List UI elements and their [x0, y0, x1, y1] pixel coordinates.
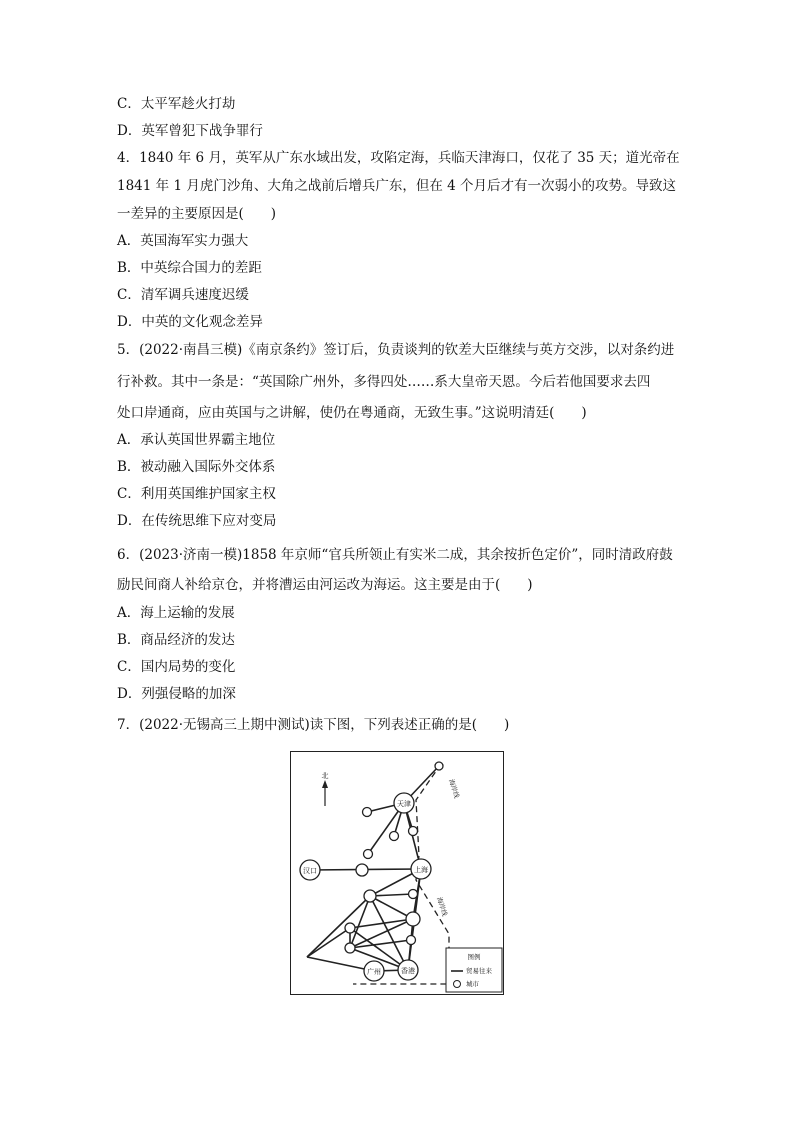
- option-d-prev: D．英军曾犯下战争罪行: [117, 123, 263, 139]
- q6-option-c: C．国内局势的变化: [117, 659, 236, 675]
- q4-option-d: D．中英的文化观念差异: [117, 314, 263, 330]
- q4-stem-line-2: 1841 年 1 月虎门沙角、大角之战前后增兵广东，但在 4 个月后才有一次弱小的攻势。导致这: [117, 178, 676, 194]
- q4-stem-line-3: 一差异的主要原因是( ): [117, 206, 277, 222]
- legend-city-icon: [454, 981, 461, 988]
- north-label: 北: [321, 772, 329, 780]
- q5-option-d: D．在传统思维下应对变局: [117, 513, 277, 529]
- q6-option-a: A．海上运输的发展: [117, 605, 235, 621]
- coastline-label-top: 海岸线: [447, 778, 461, 800]
- q5-stem-line-2: 行补救。其中一条是：“英国除广州外，多得四处……系大皇帝天恩。今后若他国要求去四: [117, 374, 651, 390]
- label-hongkong: 香港: [401, 967, 415, 975]
- q4-option-b: B．中英综合国力的差距: [117, 260, 262, 276]
- label-tianjin: 天津: [397, 800, 411, 808]
- q4-option-c: C．清军调兵速度迟缓: [117, 287, 249, 303]
- coastline-label-mid: 海岸线: [435, 896, 449, 918]
- map-legend: [446, 948, 502, 992]
- legend-city-label: 城市: [466, 980, 479, 988]
- q6-stem-line-1: 6．(2023·济南一模)1858 年京师“官兵所领止有实米二成，其余按折色定价”，同时清政府鼓: [117, 547, 673, 563]
- q5-option-c: C．利用英国维护国家主权: [117, 486, 276, 502]
- legend-trade-label: 贸易往来: [466, 967, 492, 975]
- q5-option-b: B．被动融入国际外交体系: [117, 459, 276, 475]
- label-guangzhou: 广州: [367, 968, 381, 976]
- label-hankou: 汉口: [303, 867, 317, 875]
- q4-option-a: A．英国海军实力强大: [117, 233, 249, 249]
- q5-stem-line-3: 处口岸通商，应由英国与之讲解，使仍在粤通商，无致生事。”这说明清廷( ): [117, 405, 587, 421]
- trade-network-map: [290, 751, 504, 995]
- q5-option-a: A．承认英国世界霸主地位: [117, 432, 276, 448]
- q5-stem-line-1: 5．(2022·南昌三模)《南京条约》签订后，负责谈判的钦差大臣继续与英方交涉，以对条约进: [117, 342, 675, 358]
- label-shanghai: 上海: [414, 866, 428, 874]
- q4-stem-line-1: 4．1840 年 6 月，英军从广东水域出发，攻陷定海，兵临天津海口，仅花了 35 天；道光帝在: [117, 150, 680, 166]
- q6-option-d: D．列强侵略的加深: [117, 686, 236, 702]
- legend-title: 图例: [467, 953, 481, 961]
- q7-stem: 7．(2022·无锡高三上期中测试)读下图，下列表述正确的是( ): [117, 717, 510, 733]
- option-c-prev: C．太平军趁火打劫: [117, 96, 236, 112]
- map-svg: [291, 752, 505, 996]
- north-arrow-icon: [322, 780, 328, 806]
- q6-stem-line-2: 励民间商人补给京仓，并将漕运由河运改为海运。这主要是由于( ): [117, 577, 533, 593]
- q6-option-b: B．商品经济的发达: [117, 632, 235, 648]
